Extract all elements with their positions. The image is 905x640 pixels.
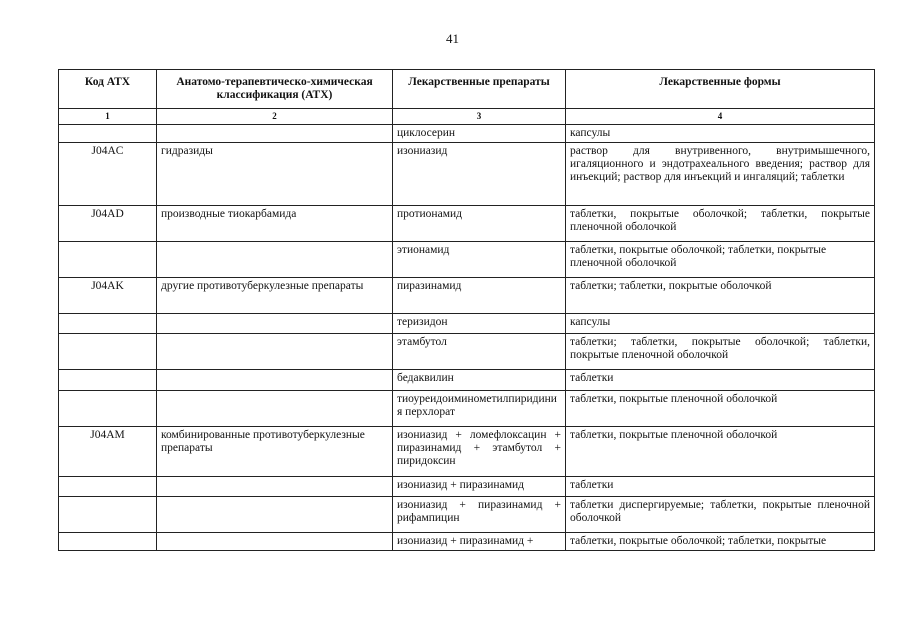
header-atc-code: Код АТХ [59,70,157,109]
atc-code-cell [59,533,157,551]
classification-cell [157,314,393,334]
dosage-form-cell: таблетки, покрытые пленочной оболочкой [566,391,875,427]
drug-cell: протионамид [393,206,566,242]
dosage-form-cell: таблетки [566,370,875,391]
drug-cell: бедаквилин [393,370,566,391]
classification-cell: комбинированные противотуберкулезные препараты [157,427,393,477]
classification-cell [157,370,393,391]
classification-cell [157,477,393,497]
table-row [59,497,875,533]
drug-cell: изониазид + пиразинамид + рифампицин [393,497,566,533]
header-drugs: Лекарственные препараты [393,70,566,109]
header-dosage-forms: Лекарственные формы [566,70,875,109]
atc-code-cell [59,334,157,370]
classification-cell [157,497,393,533]
classification-cell [157,391,393,427]
column-number: 1 [59,109,157,125]
table-row [59,427,875,477]
table-row [59,533,875,551]
dosage-form-cell: таблетки [566,477,875,497]
drug-cell: тиоуреидоиминометилпиридиния перхлорат [393,391,566,427]
atc-code-cell: J04AK [59,278,157,314]
atc-code-cell [59,242,157,278]
table-row [59,125,875,143]
classification-cell: производные тиокарбамида [157,206,393,242]
page-number: 41 [446,31,459,46]
table-row [59,314,875,334]
drug-cell: изониазид [393,143,566,206]
column-number-row [59,109,875,125]
column-number: 2 [157,109,393,125]
table-row [59,370,875,391]
classification-cell: гидразиды [157,143,393,206]
drug-cell: циклосерин [393,125,566,143]
drug-cell: изониазид + пиразинамид [393,477,566,497]
atc-code-cell [59,497,157,533]
atc-drug-table [58,69,875,551]
dosage-form-cell: таблетки, покрытые оболочкой; таблетки, покрытые [566,533,875,551]
table-row [59,242,875,278]
drug-cell: изониазид + ломефлоксацин + пиразинамид + этамбутол + пиридоксин [393,427,566,477]
dosage-form-cell: таблетки, покрытые оболочкой; таблетки, покрытые пленочной оболочкой [566,242,875,278]
classification-cell [157,242,393,278]
column-number: 3 [393,109,566,125]
classification-cell [157,334,393,370]
drug-cell: этионамид [393,242,566,278]
dosage-form-cell: таблетки, покрытые пленочной оболочкой [566,427,875,477]
table-row [59,143,875,206]
table-row [59,278,875,314]
table-row [59,206,875,242]
atc-code-cell [59,370,157,391]
classification-cell [157,533,393,551]
table-header-row [59,70,875,109]
table-row [59,334,875,370]
drug-cell: изониазид + пиразинамид + [393,533,566,551]
dosage-form-cell: таблетки; таблетки, покрытые оболочкой; таблетки, покрытые пленочной оболочкой [566,334,875,370]
drug-cell: пиразинамид [393,278,566,314]
classification-cell [157,125,393,143]
drug-cell: теризидон [393,314,566,334]
classification-cell: другие противотуберкулезные препараты [157,278,393,314]
column-number: 4 [566,109,875,125]
dosage-form-cell: раствор для внутривенного, внутримышечного, игаляционного и эндотрахеального введения; раствор для инъекций; раствор для инъекций и ингаляций; таблетки [566,143,875,206]
header-atc-classification: Анатомо-терапевтическо-химическая классификация (АТХ) [157,70,393,109]
atc-code-cell [59,477,157,497]
dosage-form-cell: таблетки; таблетки, покрытые оболочкой [566,278,875,314]
atc-code-cell [59,391,157,427]
dosage-form-cell: капсулы [566,314,875,334]
atc-code-cell [59,314,157,334]
atc-code-cell: J04AD [59,206,157,242]
atc-code-cell: J04AM [59,427,157,477]
table-row [59,477,875,497]
dosage-form-cell: таблетки, покрытые оболочкой; таблетки, покрытые пленочной оболочкой [566,206,875,242]
table-row [59,391,875,427]
atc-code-cell: J04AC [59,143,157,206]
dosage-form-cell: капсулы [566,125,875,143]
drug-cell: этамбутол [393,334,566,370]
dosage-form-cell: таблетки диспергируемые; таблетки, покрытые пленочной оболочкой [566,497,875,533]
atc-code-cell [59,125,157,143]
